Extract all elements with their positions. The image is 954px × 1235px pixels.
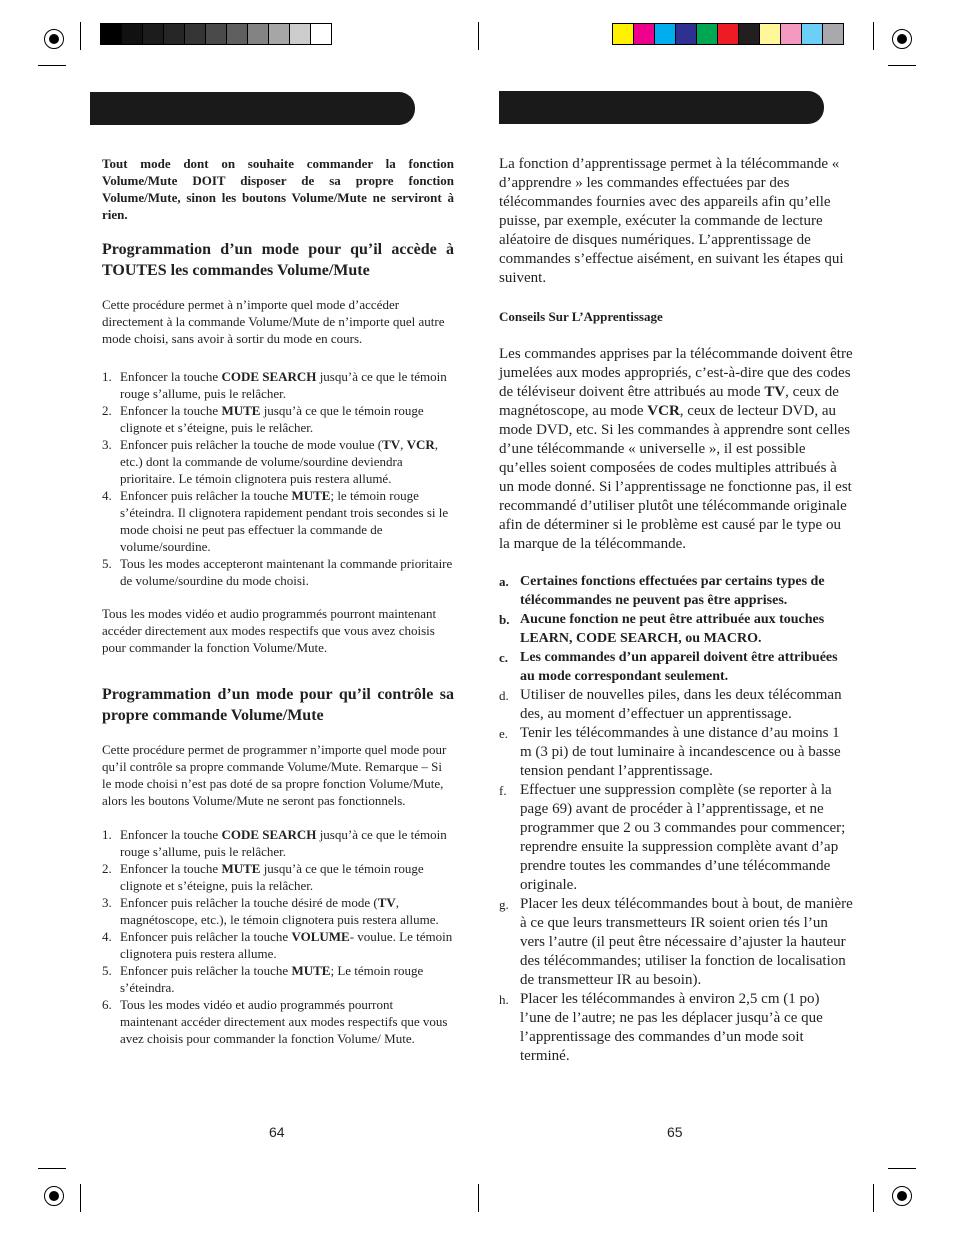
tips-title: Conseils Sur L’Apprentissage [499, 309, 663, 324]
tip-text: Les commandes d’un appareil doivent être attribuées au mode correspondant seulement. [520, 650, 838, 684]
grayscale-swatch [227, 24, 248, 44]
button-name: MUTE [291, 488, 331, 503]
button-name: TV [382, 437, 401, 452]
learning-intro: La fonction d’apprentissage permet à la télécommande « d’apprendre » les commandes effectuées par des télécommandes fournies avec des appareils afin qu’elle puisse, par exemple, exécuter la commande de lecture aléatoire de disques numériques. L’apprentissage de commandes s’effectue aisément, en suivant les étapes qui suivent. [499, 156, 844, 286]
step-text: Enfoncer la touche [120, 403, 222, 418]
step-number: 4. [102, 488, 112, 503]
step-item [102, 894, 454, 928]
color-swatch-bar [612, 23, 844, 45]
button-name: VOLUME [291, 929, 350, 944]
step-number: 2. [102, 403, 112, 418]
tip-item [499, 781, 854, 895]
step-item [102, 436, 454, 487]
tip-item [499, 724, 854, 781]
right-header-bar [499, 91, 824, 124]
button-name: VCR [406, 437, 435, 452]
color-swatch [718, 24, 739, 44]
step-item [102, 826, 454, 860]
step-number: 5. [102, 556, 112, 571]
step-number: 3. [102, 437, 112, 452]
tip-letter: d. [499, 688, 509, 703]
registration-mark-bottom-left [44, 1186, 64, 1206]
page-number-left: 64 [269, 1124, 285, 1140]
color-swatch [760, 24, 781, 44]
step-item [102, 996, 454, 1047]
color-swatch [739, 24, 760, 44]
step-text: jusqu’à ce que le témoin rouge s’allume, puis le relâcher. [120, 827, 447, 859]
step-text: Tous les modes accepteront maintenant la commande prioritaire de volume/sourdine du mode choisi. [120, 556, 453, 588]
crop-line [888, 1168, 916, 1169]
volume-mute-note: Tout mode dont on souhaite commander la fonction Volume/Mute DOIT disposer de sa propre fonction Volume/Mute, sinon les boutons Volume/Mute ne serviront à rien. [102, 156, 454, 222]
crop-line [873, 1184, 874, 1212]
tips-intro-text: , ceux de lecteur DVD, au mode DVD, etc. Si les commandes à apprendre sont celles d’une télécommande « universelle », il est possible qu’elles soient composées de codes multiples attribués à un mode donné. Si l’apprentissage ne fonctionne pas, il est recommandé d’utiliser plutôt une télécommande originale afin de déterminer si le problème est causé par le type ou la marque de la télécommande. [499, 403, 852, 552]
tips-intro-text: Les commandes apprises par la télécommande doivent être jumelées aux modes appropriés, c’est-à-dire que des codes de téléviseur doivent être attribués au mode [499, 346, 853, 400]
tip-letter: h. [499, 992, 509, 1007]
grayscale-swatch [122, 24, 143, 44]
tip-item [499, 895, 854, 990]
tip-letter: b. [499, 612, 510, 627]
tip-text: Utiliser de nouvelles piles, dans les deux télécomman des, au moment d’effectuer un apprentissage. [520, 687, 842, 722]
tip-text: Aucune fonction ne peut être attribuée aux touches LEARN, CODE SEARCH, ou MACRO. [520, 612, 825, 646]
step-text: , etc.) dont la commande de volume/sourdine deviendra prioritaire. Le témoin clignotera puis restera allumé. [120, 437, 439, 486]
step-item [102, 555, 454, 589]
right-page [499, 155, 854, 1066]
tips-intro [499, 345, 854, 554]
step-item [102, 928, 454, 962]
button-name: TV [377, 895, 396, 910]
tip-item [499, 686, 854, 724]
color-swatch [802, 24, 823, 44]
grayscale-swatch [206, 24, 227, 44]
tip-text: Placer les télécommandes à environ 2,5 cm (1 po) l’une de l’autre; ne pas les déplacer jusqu’à ce que l’apprentissage des commandes d’un mode soit terminé. [520, 991, 823, 1064]
tip-text: Certaines fonctions effectuées par certains types de télécommandes ne peuvent pas être apprises. [520, 574, 825, 608]
step-item [102, 962, 454, 996]
section2-title: Programmation d’un mode pour qu’il contrôle sa propre commande Volume/Mute [102, 686, 454, 724]
step-text: Tous les modes vidéo et audio programmés pourront maintenant accéder directement aux modes respectifs que vous avez choisis pour commander la fonction Volume/ Mute. [120, 997, 448, 1046]
page-number-right: 65 [667, 1124, 683, 1140]
vcr-mode-label: VCR [647, 403, 680, 419]
step-text: jusqu’à ce que le témoin rouge clignote et s’éteigne, puis la relâcher. [120, 861, 424, 893]
section1-steps [102, 368, 454, 589]
step-number: 3. [102, 895, 112, 910]
step-text: Enfoncer puis relâcher la touche [120, 929, 292, 944]
tip-item [499, 648, 854, 686]
tips-list [499, 572, 854, 1066]
color-swatch [634, 24, 655, 44]
step-text: ; Le témoin rouge s’éteindra. [120, 963, 424, 995]
section1-outro: Tous les modes vidéo et audio programmés pourront maintenant accéder directement aux modes respectifs que vous avez choisis pour commander la fonction Volume/Mute. [102, 606, 437, 655]
step-text: Enfoncer puis relâcher la touche désiré de mode ( [120, 895, 378, 910]
tip-letter: e. [499, 726, 509, 741]
button-name: CODE SEARCH [221, 369, 317, 384]
tv-mode-label: TV [764, 384, 786, 400]
crop-line [80, 22, 81, 50]
crop-line [38, 1168, 66, 1169]
step-number: 1. [102, 827, 112, 842]
color-swatch [823, 24, 843, 44]
registration-mark-top-right [892, 29, 912, 49]
tips-intro-text: , ceux de magnétoscope, au mode [499, 384, 839, 419]
crop-line [888, 65, 916, 66]
step-text: ; le témoin rouge s’éteindra. Il clignotera rapidement pendant trois secondes si le mode choisi ne peut pas effectuer la commande de volume/sourdine. [120, 488, 449, 554]
section2-steps [102, 826, 454, 1047]
step-number: 6. [102, 997, 112, 1012]
crop-line [38, 65, 66, 66]
grayscale-swatch [143, 24, 164, 44]
step-text: Enfoncer puis relâcher la touche [120, 963, 292, 978]
step-number: 1. [102, 369, 112, 384]
tip-letter: a. [499, 574, 509, 589]
tip-text: Effectuer une suppression complète (se reporter à la page 69) avant de procéder à l’apprentissage, et ne programmer que 2 ou 3 commandes pour commencer; reprendre ensuite la suppression complète avant d’ap prendre toutes les commandes d’une télécommande originale. [520, 782, 846, 893]
step-item [102, 860, 454, 894]
tip-letter: f. [499, 783, 507, 798]
crop-line [873, 22, 874, 50]
color-swatch [676, 24, 697, 44]
tip-text: Placer les deux télécommandes bout à bout, de manière à ce que leurs transmetteurs IR soient orien tés l’un vers l’autre (il peut être nécessaire d’ajuster la hauteur des télécommandes; utiliser la fonction de localisation de transmetteur IR au besoin). [520, 896, 853, 988]
crop-line [478, 22, 479, 50]
crop-line [80, 1184, 81, 1212]
step-number: 2. [102, 861, 112, 876]
step-text: jusqu’à ce que le témoin rouge s’allume, puis le relâcher. [120, 369, 447, 401]
tip-item [499, 990, 854, 1066]
step-text: jusqu’à ce que le témoin rouge clignote et s’éteigne, puis le relâcher. [120, 403, 424, 435]
button-name: CODE SEARCH [221, 827, 317, 842]
step-text: Enfoncer puis relâcher la touche [120, 488, 292, 503]
button-name: MUTE [291, 963, 331, 978]
step-text: Enfoncer la touche [120, 861, 222, 876]
color-swatch [697, 24, 718, 44]
step-item [102, 402, 454, 436]
step-text: , magnétoscope, etc.), le témoin clignotera puis restera allume. [120, 895, 439, 927]
grayscale-swatch [185, 24, 206, 44]
grayscale-swatch [248, 24, 269, 44]
button-name: MUTE [221, 861, 261, 876]
tip-item [499, 610, 854, 648]
step-text: Enfoncer la touche [120, 369, 222, 384]
step-text: , [400, 437, 407, 452]
tip-text: Tenir les télécommandes à une distance d’au moins 1 m (3 pi) de tout luminaire à incandescence ou à basse tension pendant l’apprentissage. [520, 725, 841, 779]
grayscale-swatch [290, 24, 311, 44]
grayscale-swatch [269, 24, 290, 44]
grayscale-swatch [311, 24, 331, 44]
step-number: 5. [102, 963, 112, 978]
section2-intro: Cette procédure permet de programmer n’importe quel mode pour qu’il contrôle sa propre commande Volume/Mute. Remarque – Si le mode choisi n’est pas doté de sa propre fonction Volume/Mute, alors les boutons Volume/Mute ne seront pas fonctionnels. [102, 742, 447, 808]
step-text: - voulue. Le témoin clignotera puis restera allume. [120, 929, 453, 961]
step-item [102, 368, 454, 402]
section1-title: Programmation d’un mode pour qu’il accède à TOUTES les commandes Volume/Mute [102, 241, 454, 279]
color-swatch [781, 24, 802, 44]
color-swatch [613, 24, 634, 44]
step-item [102, 487, 454, 555]
left-header-bar [90, 92, 415, 125]
grayscale-swatch [164, 24, 185, 44]
grayscale-swatch [101, 24, 122, 44]
registration-mark-bottom-right [892, 1186, 912, 1206]
tip-letter: c. [499, 650, 509, 665]
tip-letter: g. [499, 897, 509, 912]
grayscale-swatch-bar [100, 23, 332, 45]
tip-item [499, 572, 854, 610]
section1-intro: Cette procédure permet à n’importe quel mode d’accéder directement à la commande Volume/Mute de n’importe quel autre mode choisi, sans avoir à sortir du mode en cours. [102, 297, 445, 346]
color-swatch [655, 24, 676, 44]
button-name: MUTE [221, 403, 261, 418]
step-text: Enfoncer puis relâcher la touche de mode voulue ( [120, 437, 383, 452]
registration-mark-top-left [44, 29, 64, 49]
crop-line [478, 1184, 479, 1212]
step-text: Enfoncer la touche [120, 827, 222, 842]
left-page [102, 155, 454, 1047]
step-number: 4. [102, 929, 112, 944]
